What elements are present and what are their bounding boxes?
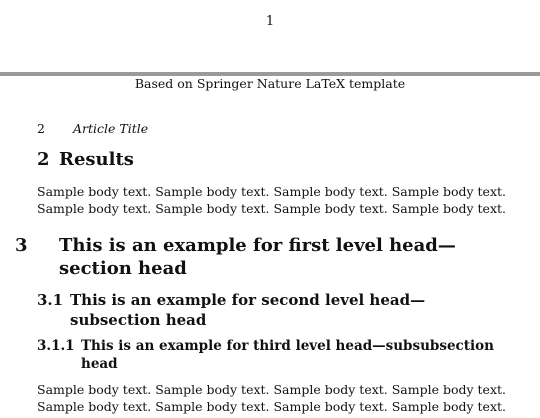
subsection-title: This is an example for second level head—subsection head: [70, 291, 426, 329]
section-title: This is an example for first level head—section head: [59, 235, 456, 279]
subsubsection-title: This is an example for third level head—subsubsection head: [81, 338, 494, 372]
body-text-line: Sample body text. Sample body text. Sample body text. Sample body text.: [37, 382, 507, 397]
section-results: [37, 148, 515, 171]
subsection-number: 3.1: [37, 291, 64, 309]
subsubsection-number: 3.1.1: [37, 338, 75, 354]
section-3: [15, 234, 515, 280]
template-note: Based on Springer Nature LaTeX template: [134, 76, 406, 91]
running-head-page-number: 2: [37, 121, 45, 136]
subsection-3-1: [37, 290, 515, 330]
running-head-title: Article Title: [73, 121, 149, 136]
page-number-top: 1: [265, 14, 275, 29]
subsection-heading-3-1: [37, 290, 515, 330]
section-heading-results: [37, 148, 515, 171]
section-title: Results: [59, 149, 134, 170]
section-number: 2: [37, 149, 50, 170]
results-body: [37, 183, 515, 217]
section-number: 3: [15, 235, 28, 256]
subsubsection-heading-3-1-1: [37, 337, 515, 373]
subsubsection-body: [37, 381, 515, 415]
running-head: [37, 121, 148, 136]
body-text-line: Sample body text. Sample body text. Sample body text. Sample body text.: [37, 201, 507, 216]
body-text-line: Sample body text. Sample body text. Sample body text. Sample body text.: [37, 399, 507, 414]
subsubsection-3-1-1: [37, 337, 515, 373]
body-text-line: Sample body text. Sample body text. Sample body text. Sample body text.: [37, 184, 507, 199]
section-heading-3: [15, 234, 515, 280]
